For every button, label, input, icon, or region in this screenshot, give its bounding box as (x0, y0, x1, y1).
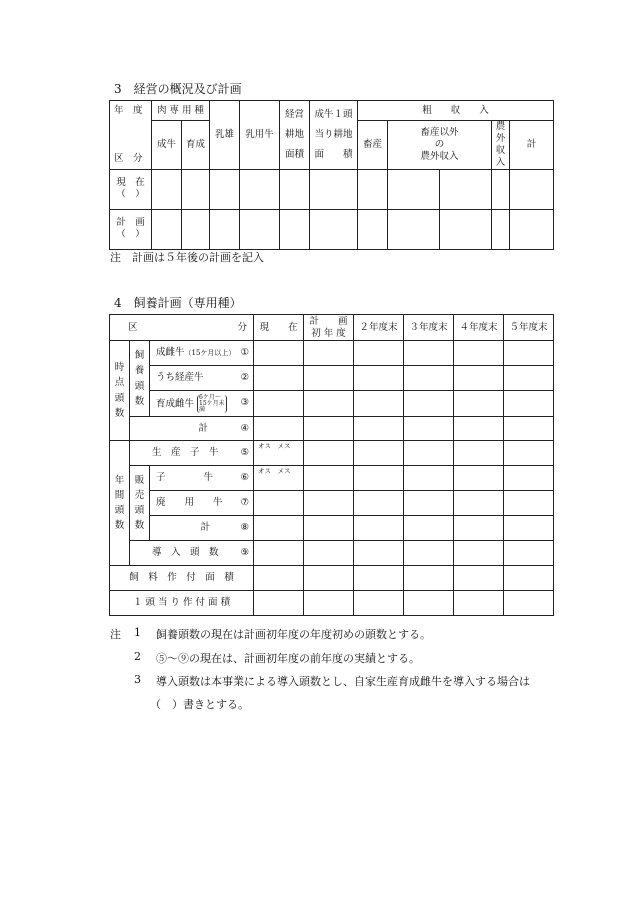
cell[interactable] (510, 169, 554, 209)
cell[interactable] (404, 341, 454, 366)
char: 数 (114, 520, 125, 532)
cell[interactable] (354, 516, 404, 541)
cell[interactable] (504, 566, 554, 591)
cell[interactable] (254, 541, 304, 566)
label-donyu-tosu: 導 入 頭 数 (151, 547, 219, 559)
cell[interactable] (492, 169, 510, 209)
cell[interactable] (280, 169, 310, 209)
cell[interactable] (358, 169, 388, 209)
cell[interactable] (354, 591, 404, 616)
label-keikaku: 計 画 (116, 217, 145, 229)
label-shonendo: 初 年 度 (311, 327, 346, 339)
label-haiyogyu: 廃 用 牛 (156, 497, 223, 509)
label-bun: 分 (237, 321, 248, 333)
label-15kagetsu: （15ケ月以上） (184, 349, 236, 358)
cell[interactable] (404, 591, 454, 616)
cell-ox[interactable]: オス メス (254, 441, 304, 466)
label-koushi: 子 牛 (156, 472, 214, 484)
cell[interactable] (504, 541, 554, 566)
cell[interactable] (304, 366, 354, 391)
num-3: ③ (240, 397, 250, 408)
num-5: ⑤ (240, 447, 250, 459)
cell[interactable] (254, 417, 304, 441)
header-ikusei: 育成 (182, 121, 210, 170)
num-9: ⑨ (240, 547, 250, 559)
label-atari-kochi: 当り耕地 (314, 128, 353, 140)
cell[interactable] (254, 566, 304, 591)
row-genzai (110, 169, 554, 209)
group-hanbai-tosu (130, 466, 150, 541)
header-3nendo: ３年度末 (404, 315, 454, 341)
cell[interactable] (254, 516, 304, 541)
label-menseki2: 面 積 (314, 148, 353, 160)
cell[interactable] (182, 209, 210, 249)
label-ku: 区 (128, 321, 138, 333)
row-label-1to-sakutsuke: １ 頭 当 り 作 付 面 積 (110, 591, 254, 616)
cell[interactable] (354, 491, 404, 516)
row-label-genzai (110, 169, 152, 209)
label-nendo: 年 度 (114, 105, 143, 116)
label-ikusei-shigyu: 育成雌牛 (156, 398, 195, 409)
label-6kagetsu: 6ケ月～ (199, 393, 221, 401)
label-kubun: 区 分 (114, 152, 143, 164)
char: 頭 (114, 505, 125, 516)
cell[interactable] (504, 591, 554, 616)
feeding-plan-table (109, 314, 554, 616)
cell[interactable] (504, 417, 554, 441)
header-chikusan: 畜産 (358, 121, 388, 170)
cell[interactable] (504, 516, 554, 541)
cell[interactable] (210, 209, 240, 249)
row-label-seishigyu (150, 341, 254, 366)
cell[interactable] (404, 417, 454, 441)
cell[interactable] (404, 391, 454, 417)
header-kei: 計 (510, 121, 554, 170)
cell[interactable] (354, 541, 404, 566)
cell[interactable] (354, 366, 404, 391)
num-6: ⑥ (240, 472, 250, 484)
cell[interactable] (354, 566, 404, 591)
char: 販 (134, 474, 145, 486)
cell[interactable] (504, 491, 554, 516)
char: 時 (114, 362, 125, 374)
cell[interactable] (358, 209, 388, 249)
cell[interactable] (404, 466, 454, 491)
label-keisangyu: うち経産牛 (156, 372, 204, 384)
cell[interactable] (388, 169, 440, 209)
header-5nendo: ５年度末 (504, 315, 554, 341)
header-nyuyogyu: 乳用牛 (240, 101, 280, 170)
row-label-seisan-koushi (130, 441, 254, 466)
group-nenkan-tosu (110, 441, 130, 566)
header-2nendo: ２年度末 (354, 315, 404, 341)
cell[interactable] (404, 491, 454, 516)
cell[interactable] (454, 591, 504, 616)
cell[interactable] (354, 391, 404, 417)
header-keikaku-shonendo (304, 315, 354, 341)
management-overview-table (109, 100, 554, 250)
header-seigyu: 成牛 (152, 121, 182, 170)
cell[interactable] (254, 391, 304, 417)
cell[interactable] (304, 391, 354, 417)
cell[interactable] (404, 441, 454, 466)
cell[interactable] (504, 466, 554, 491)
group-shiyo-tosu (130, 341, 150, 417)
label-keikaku: 計 画 (309, 315, 348, 327)
header-nendo-kubun (110, 101, 152, 170)
label-15kagetsu-miman: 15ケ月未 (199, 399, 225, 407)
cell[interactable] (404, 366, 454, 391)
cell[interactable] (304, 516, 354, 541)
char: 養 (134, 365, 145, 377)
header-4nendo: ４年度末 (454, 315, 504, 341)
label-genzai: 現 在 (116, 177, 145, 189)
cell[interactable] (280, 209, 310, 249)
cell[interactable] (310, 169, 358, 209)
row-label-kei-2 (150, 516, 254, 541)
char: 頭 (134, 505, 145, 516)
note1-text: 飼養頭数の現在は計画初年度の年度初めの頭数とする。 (156, 628, 431, 641)
cell[interactable] (304, 417, 354, 441)
note3-text: 導入頭数は本事業による導入頭数とし、自家生産育成雌牛を導入する場合は (156, 675, 530, 688)
header-nikusen: 肉 専 用 種 (152, 101, 210, 121)
cell[interactable] (454, 491, 504, 516)
cell[interactable] (240, 209, 280, 249)
cell[interactable] (454, 341, 504, 366)
row-label-keisangyu (150, 366, 254, 391)
cell[interactable] (454, 417, 504, 441)
cell[interactable] (210, 169, 240, 209)
num-7: ⑦ (240, 497, 250, 509)
cell-ox[interactable]: オス メス (254, 466, 304, 491)
label-genzai-paren: （ ） (116, 189, 145, 200)
char: 飼 (134, 350, 145, 362)
cell[interactable] (254, 341, 304, 366)
cell[interactable] (254, 491, 304, 516)
cell[interactable] (354, 417, 404, 441)
cell[interactable] (304, 541, 354, 566)
note2-text: ⑤～⑨の現在は、計画初年度の前年度の実績とする。 (156, 652, 420, 665)
note1-no: 1 (134, 626, 141, 639)
note3-no: 3 (134, 673, 141, 686)
char: 数 (134, 520, 145, 532)
cell[interactable] (152, 209, 182, 249)
cell[interactable] (254, 366, 304, 391)
label-kei: 計 (200, 522, 210, 534)
row-label-koushi (150, 466, 254, 491)
section3-note: 注 計画は５年後の計画を記入 (110, 251, 264, 264)
num-4: ④ (240, 422, 250, 434)
cell[interactable] (304, 441, 354, 466)
num-2: ② (240, 372, 250, 384)
label-kochi: 耕地 (284, 128, 304, 140)
cell[interactable] (492, 209, 510, 249)
row-label-keikaku (110, 209, 152, 249)
label-kei: 計 (198, 422, 208, 434)
cell[interactable] (454, 541, 504, 566)
cell[interactable] (454, 441, 504, 466)
note-head: 注 (110, 628, 121, 641)
label-seisan-koushi: 生 産 子 牛 (151, 447, 219, 459)
header-kubun (110, 315, 254, 341)
header-chikusan-igai (388, 121, 492, 170)
header-keiei-menseki (280, 101, 310, 170)
char: 頭 (114, 392, 125, 404)
cell[interactable] (354, 341, 404, 366)
cell[interactable] (510, 209, 554, 249)
cell[interactable] (254, 591, 304, 616)
cell[interactable] (354, 441, 404, 466)
header-seigyu-menseki (310, 101, 358, 170)
char: 点 (114, 377, 125, 389)
cell[interactable] (404, 541, 454, 566)
cell[interactable] (504, 366, 554, 391)
cell[interactable] (454, 466, 504, 491)
header-soshunyu: 粗 収 入 (358, 101, 554, 121)
cell[interactable] (504, 441, 554, 466)
section3-title: 3 経営の概況及び計画 (114, 82, 242, 96)
label-nougai-shunyu: 農外収入 (420, 150, 459, 162)
cell[interactable] (354, 466, 404, 491)
cell[interactable] (440, 169, 492, 209)
char: 年 (114, 474, 125, 486)
cell[interactable] (404, 516, 454, 541)
note3b-text: （ ）書きとする。 (150, 698, 249, 711)
label-keiei: 経営 (284, 108, 304, 120)
cell[interactable] (304, 466, 354, 491)
row-label-ikusei-shigyu (150, 391, 254, 417)
cell[interactable] (182, 169, 210, 209)
cell[interactable] (310, 209, 358, 249)
char: 売 (134, 489, 145, 501)
cell[interactable] (454, 391, 504, 417)
cell[interactable] (454, 566, 504, 591)
label-seishigyu: 成雌牛 (156, 347, 185, 359)
cell[interactable] (454, 516, 504, 541)
row-keikaku (110, 209, 554, 249)
char: 間 (114, 489, 125, 501)
cell[interactable] (304, 491, 354, 516)
label-keikaku-paren: （ ） (116, 229, 145, 240)
row-label-kei-1 (130, 417, 254, 441)
cell[interactable] (304, 591, 354, 616)
cell[interactable] (404, 566, 454, 591)
label-chikusan-igai: 畜産以外 (420, 126, 459, 138)
label-no: の (434, 138, 445, 150)
cell[interactable] (440, 209, 492, 249)
char: 数 (134, 395, 145, 407)
cell[interactable] (504, 391, 554, 417)
row-label-haiyogyu (150, 491, 254, 516)
cell[interactable] (152, 169, 182, 209)
note2-no: 2 (134, 650, 141, 663)
cell[interactable] (504, 341, 554, 366)
cell[interactable] (454, 366, 504, 391)
header-nougai: 農外収入 (492, 121, 510, 170)
cell[interactable] (240, 169, 280, 209)
label-seigyu1: 成牛１頭 (314, 108, 353, 120)
group-jiten-tosu (110, 341, 130, 441)
char: 頭 (134, 380, 145, 392)
row-label-shiryo-sakutsuke: 飼 料 作 付 面 積 (110, 566, 254, 591)
label-menseki: 面積 (284, 148, 304, 160)
label-man: 満 (199, 405, 206, 413)
cell[interactable] (304, 341, 354, 366)
num-1: ① (240, 347, 250, 359)
num-8: ⑧ (240, 522, 250, 534)
header-nyuyu: 乳雄 (210, 101, 240, 170)
cell[interactable] (388, 209, 440, 249)
header-genzai: 現 在 (254, 315, 304, 341)
section4-title: 4 飼養計画（専用種） (114, 296, 242, 310)
char: 数 (114, 407, 125, 419)
row-label-donyu-tosu (130, 541, 254, 566)
cell[interactable] (304, 566, 354, 591)
